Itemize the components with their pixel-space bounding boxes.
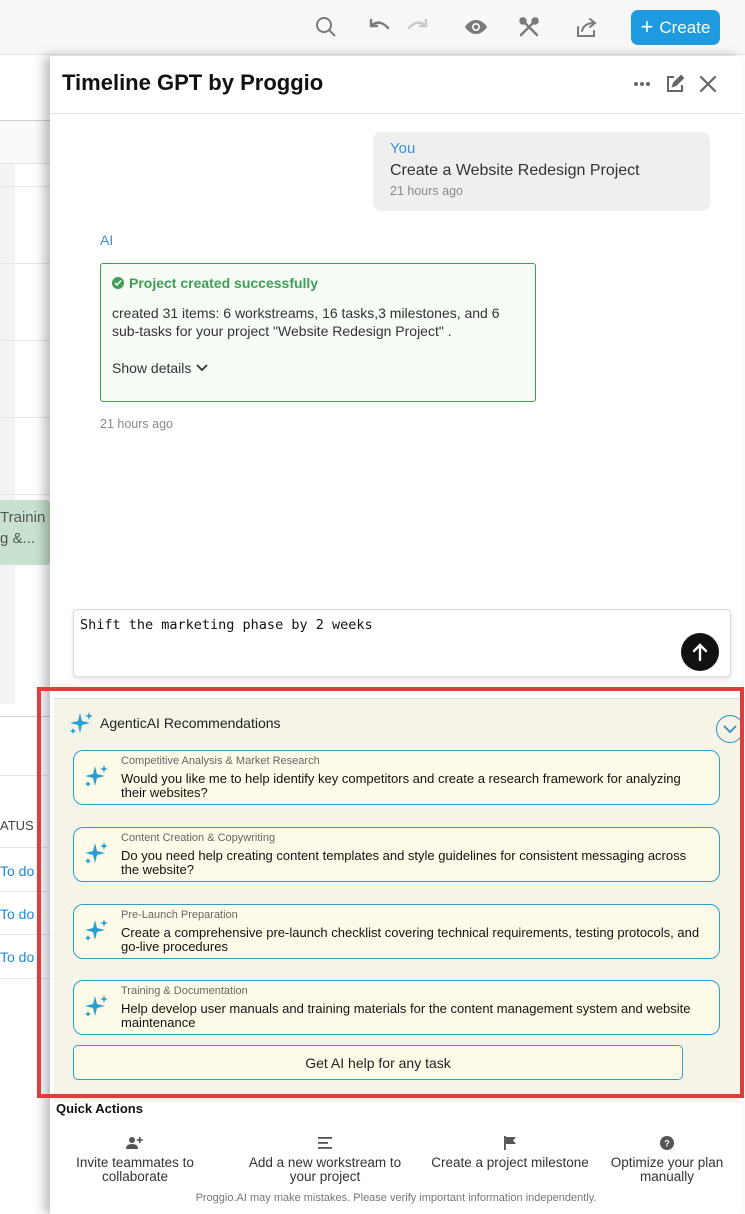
quick-action-invite[interactable]	[50, 1134, 220, 1184]
plus-icon: +	[640, 13, 654, 39]
chat-input-box	[73, 609, 731, 677]
recommendation-question: Do you need help creating content templates and style guidelines for consistent messaging across the website?	[121, 848, 687, 877]
ai-response-card	[100, 263, 536, 402]
ai-card-title-text: Project created successfully	[129, 275, 319, 291]
quick-action-optimize-plan[interactable]	[582, 1134, 745, 1184]
share-icon[interactable]	[574, 14, 600, 40]
recommendation-question: Create a comprehensive pre-launch checklist covering technical requirements, testing protocols, and go-live procedures	[121, 925, 700, 954]
get-ai-help-button[interactable]: Get AI help for any task	[73, 1045, 683, 1080]
ai-label: AI	[100, 232, 114, 248]
task-bar-text-line2: g &...	[0, 530, 36, 547]
disclaimer: Proggio.AI may make mistakes. Please verify important information independently.	[195, 1192, 597, 1204]
task-bar-text-line1: Trainin	[0, 509, 46, 526]
top-toolbar	[0, 0, 745, 55]
quick-action-label: Create a project milestone	[431, 1155, 589, 1170]
user-message-bubble	[373, 132, 710, 211]
panel-title: Timeline GPT by Proggio	[62, 70, 324, 95]
create-button[interactable]	[631, 10, 720, 45]
recommendation-category: Content Creation & Copywriting	[121, 832, 276, 844]
background-header	[0, 120, 50, 164]
list-icon	[240, 1134, 410, 1152]
recommendation-question: Would you like me to help identify key competitors and create a research framework for analyzing their websites?	[121, 771, 681, 800]
svg-text:?: ?	[664, 1138, 670, 1149]
quick-actions-title: Quick Actions	[56, 1101, 143, 1116]
show-details-button[interactable]	[112, 360, 524, 376]
status-todo[interactable]: To do	[0, 906, 35, 922]
quick-action-label: Add a new workstream to your project	[248, 1155, 402, 1184]
status-column-header: ATUS	[0, 818, 34, 833]
show-details-label: Show details	[112, 360, 192, 376]
background-task-bar[interactable]	[0, 500, 50, 565]
background-row-divider	[0, 494, 50, 495]
background-row-divider	[0, 417, 50, 418]
recommendation-category: Competitive Analysis & Market Research	[121, 755, 320, 767]
arrow-up-icon	[692, 643, 708, 661]
undo-icon[interactable]	[367, 14, 393, 40]
edit-icon[interactable]	[663, 72, 687, 96]
tools-icon[interactable]	[516, 14, 542, 40]
help-icon	[582, 1134, 745, 1152]
flag-icon	[425, 1134, 595, 1152]
more-icon[interactable]	[630, 72, 654, 96]
add-user-icon	[50, 1134, 220, 1152]
close-icon[interactable]	[696, 72, 720, 96]
user-message-time: 21 hours ago	[390, 184, 463, 198]
status-todo[interactable]: To do	[0, 949, 35, 965]
chat-input[interactable]	[80, 617, 660, 633]
background-row-divider	[0, 263, 50, 264]
send-button[interactable]	[681, 633, 719, 671]
user-name: You	[390, 140, 416, 157]
quick-action-label: Optimize your plan manually	[610, 1155, 724, 1184]
user-message-text: Create a Website Redesign Project	[390, 162, 640, 179]
quick-action-add-workstream[interactable]	[240, 1134, 410, 1184]
background-row-divider	[0, 340, 50, 341]
status-todo[interactable]: To do	[0, 863, 35, 879]
ai-message-time: 21 hours ago	[100, 417, 173, 431]
panel-header	[50, 56, 742, 114]
ai-card-title	[112, 275, 524, 291]
redo-icon[interactable]	[404, 14, 430, 40]
check-circle-icon	[112, 277, 124, 289]
recommendations-highlight-outline	[37, 687, 744, 1098]
quick-action-create-milestone[interactable]	[425, 1134, 595, 1170]
search-icon[interactable]	[313, 14, 339, 40]
chevron-down-icon	[196, 364, 208, 372]
create-button-label: Create	[659, 17, 711, 37]
eye-icon[interactable]	[463, 14, 489, 40]
quick-action-label: Invite teammates to collaborate	[76, 1155, 194, 1184]
recommendation-question: Help develop user manuals and training materials for the content management system and website maintenance	[121, 1001, 691, 1030]
recommendation-category: Training & Documentation	[121, 985, 248, 997]
background-gantt-area	[0, 164, 15, 704]
background-row-divider	[0, 186, 50, 187]
recommendation-category: Pre-Launch Preparation	[121, 909, 238, 921]
ai-card-body: created 31 items: 6 workstreams, 16 tasks,3 milestones, and 6 sub-tasks for your project "Website Redesign Project" .	[112, 305, 500, 339]
recommendations-title: AgenticAI Recommendations	[100, 715, 281, 731]
